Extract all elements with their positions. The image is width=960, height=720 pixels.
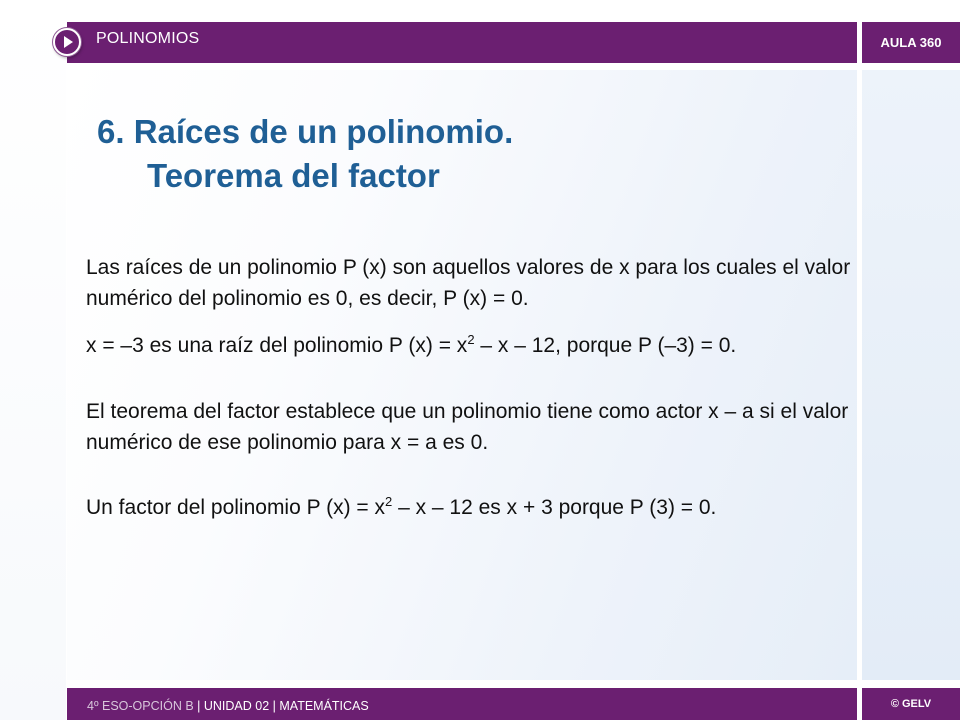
footer-separator: | xyxy=(193,699,204,713)
brand-label: AULA 360 xyxy=(880,35,942,50)
slide-title xyxy=(97,110,513,198)
copyright-label: © GELV xyxy=(890,698,932,710)
play-triangle-icon xyxy=(61,35,75,49)
title-line-1: 6. Raíces de un polinomio. xyxy=(97,113,514,150)
left-margin xyxy=(0,0,66,720)
root-example xyxy=(86,330,926,361)
root-example-end: – x – 12, porque P (–3) = 0. xyxy=(474,334,737,357)
side-panel xyxy=(862,70,960,680)
section-title: POLINOMIOS xyxy=(96,30,200,47)
factor-example xyxy=(86,492,926,523)
footer-subject: MATEMÁTICAS xyxy=(279,699,369,713)
footer-breadcrumb xyxy=(87,699,369,713)
footer-separator: | xyxy=(269,699,280,713)
footer-course: 4º ESO-OPCIÓN B xyxy=(87,699,194,713)
factor-example-exponent: 2 xyxy=(385,494,393,509)
factor-example-start: Un factor del polinomio P (x) = x xyxy=(86,496,385,519)
factor-example-end: – x – 12 es x + 3 porque P (3) = 0. xyxy=(392,496,717,519)
footer-unit: UNIDAD 02 xyxy=(203,699,270,713)
root-example-start: x = –3 es una raíz del polinomio P (x) = x xyxy=(86,334,468,357)
title-line-2: Teorema del factor xyxy=(147,157,440,194)
roots-definition: Las raíces de un polinomio P (x) son aquellos valores de x para los cuales el valor numérico del polinomio es 0, es decir, P (x) = 0. xyxy=(86,256,851,310)
play-icon[interactable] xyxy=(53,28,81,56)
factor-theorem: El teorema del factor establece que un polinomio tiene como actor x – a si el valor numérico de ese polinomio para x = a es 0. xyxy=(86,400,849,454)
root-example-exponent: 2 xyxy=(467,332,475,347)
